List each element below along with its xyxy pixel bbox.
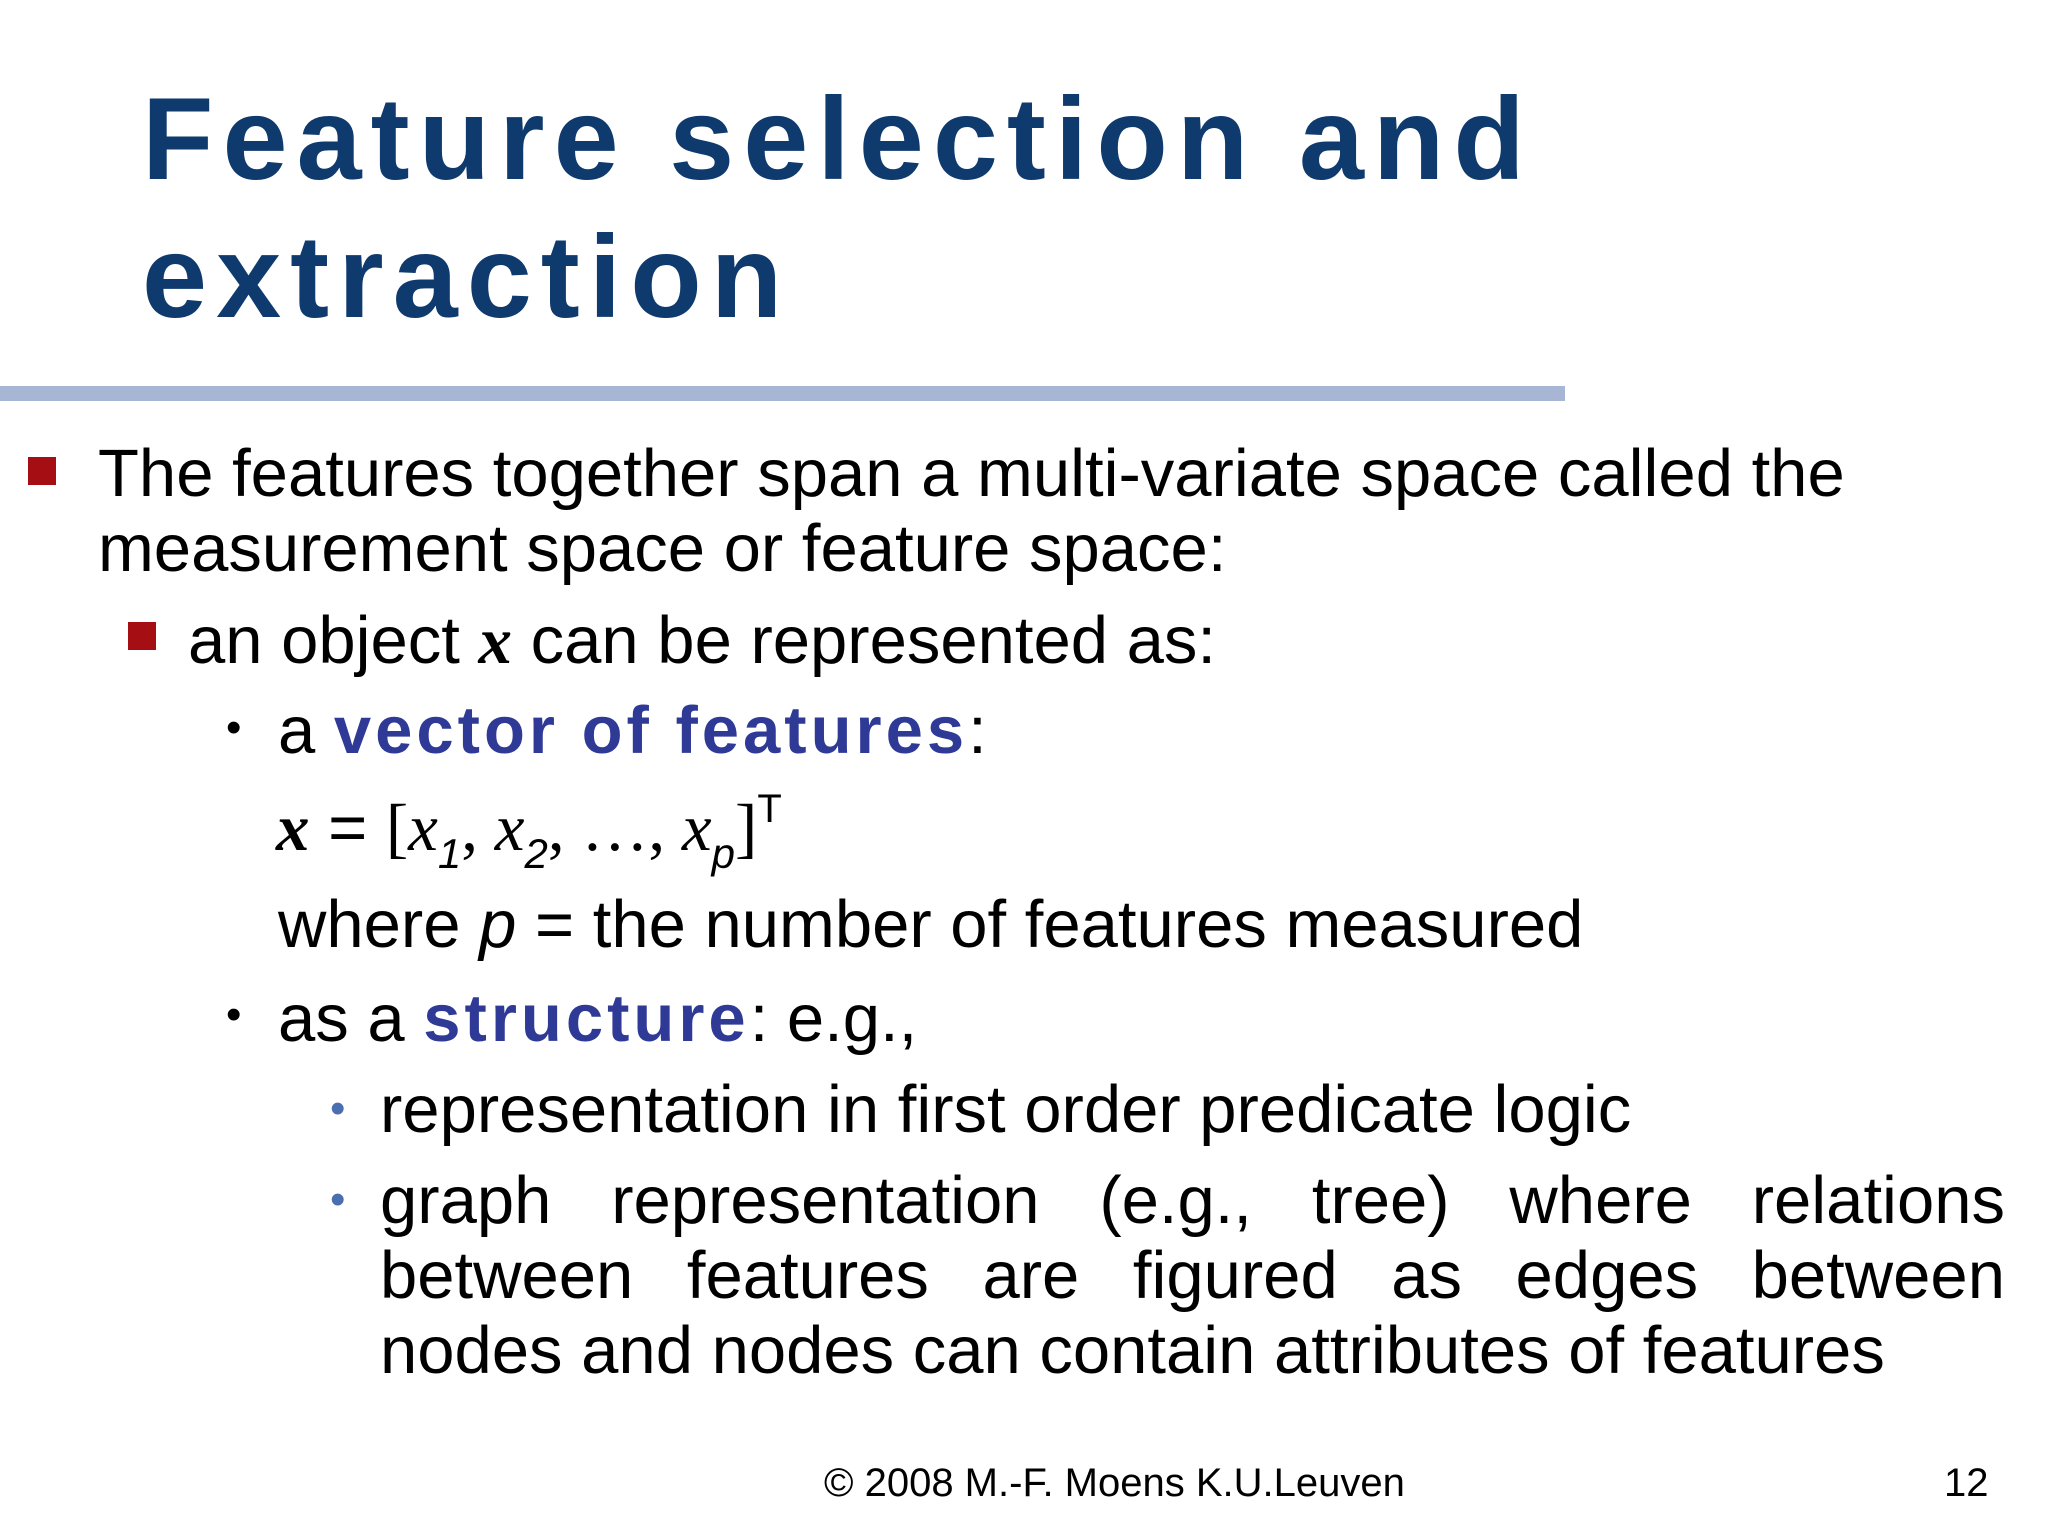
word: (e.g., [1099, 1163, 1253, 1238]
formula-open-bracket: [ [385, 791, 409, 865]
formula-ellipsis: , …, [547, 791, 682, 865]
formula-equals: = [309, 790, 386, 865]
formula-sub-2: 2 [524, 830, 548, 877]
formula-lhs: x [276, 791, 310, 865]
title-divider [0, 386, 1565, 401]
where-suffix: = the number of features measured [516, 887, 1584, 962]
formula-comma-1: , [461, 791, 495, 865]
square-bullet-icon [128, 622, 156, 650]
formula-xp: x [681, 791, 712, 865]
formula-x2: x [494, 791, 525, 865]
formula-sub-1: 1 [437, 830, 462, 877]
bullet-2 [188, 603, 1216, 679]
where-prefix: where [278, 887, 480, 962]
where-line [278, 887, 1583, 963]
sub-bullet-structure [278, 981, 917, 1057]
sub-bullet-vector-prefix: a [278, 693, 334, 768]
dot-bullet-icon: • [330, 1175, 346, 1224]
sub-sub-bullet-logic: representation in first order predicate logic [380, 1072, 1632, 1147]
dot-bullet-icon: • [226, 703, 242, 752]
footer-copyright: © 2008 M.-F. Moens K.U.Leuven [824, 1461, 1405, 1505]
word: edges [1515, 1238, 1699, 1313]
bullet-2-suffix: can be represented as: [512, 603, 1217, 678]
word: between [380, 1238, 634, 1313]
word: features [686, 1238, 929, 1313]
object-variable: x [478, 604, 513, 678]
word: between [1751, 1238, 2005, 1313]
dot-bullet-icon: • [226, 990, 242, 1039]
graph-bullet-line-3: nodes and nodes can contain attributes of features [380, 1313, 1885, 1388]
word: as [1391, 1238, 1463, 1313]
bullet-2-prefix: an object [188, 603, 479, 678]
word: relations [1751, 1163, 2005, 1238]
where-variable: p [479, 887, 517, 962]
formula-close-bracket: ] [735, 791, 758, 865]
title-line-1: Feature selection and [142, 73, 1534, 204]
page-number: 12 [1944, 1461, 1989, 1505]
vector-of-features-term: vector of features [333, 693, 969, 768]
formula-transpose: T [757, 787, 782, 831]
word: are [982, 1238, 1080, 1313]
sub-bullet-structure-suffix: : e.g., [749, 981, 918, 1056]
bullet-1-line-2: measurement space or feature space: [98, 511, 1227, 586]
graph-bullet-line-1 [380, 1163, 2005, 1238]
word: figured [1132, 1238, 1338, 1313]
title-line-2: extraction [142, 211, 792, 342]
sub-bullet-vector [278, 693, 987, 769]
bullet-1-line-1: The features together span a multi-variate space called the [98, 436, 1845, 511]
structure-term: structure [423, 981, 750, 1056]
sub-sub-bullet-graph [380, 1163, 2005, 1388]
word: representation [611, 1163, 1040, 1238]
slide-title [142, 70, 1542, 346]
word: where [1509, 1163, 1692, 1238]
word: graph [380, 1163, 552, 1238]
sub-bullet-structure-prefix: as a [278, 981, 424, 1056]
vector-formula [276, 787, 782, 877]
dot-bullet-icon: • [330, 1084, 346, 1133]
formula-x1: x [408, 791, 438, 865]
word: tree) [1311, 1163, 1450, 1238]
square-bullet-icon [28, 457, 56, 485]
sub-bullet-vector-suffix: : [968, 693, 987, 768]
graph-bullet-line-2 [380, 1238, 2005, 1313]
formula-sub-p: p [711, 830, 735, 877]
